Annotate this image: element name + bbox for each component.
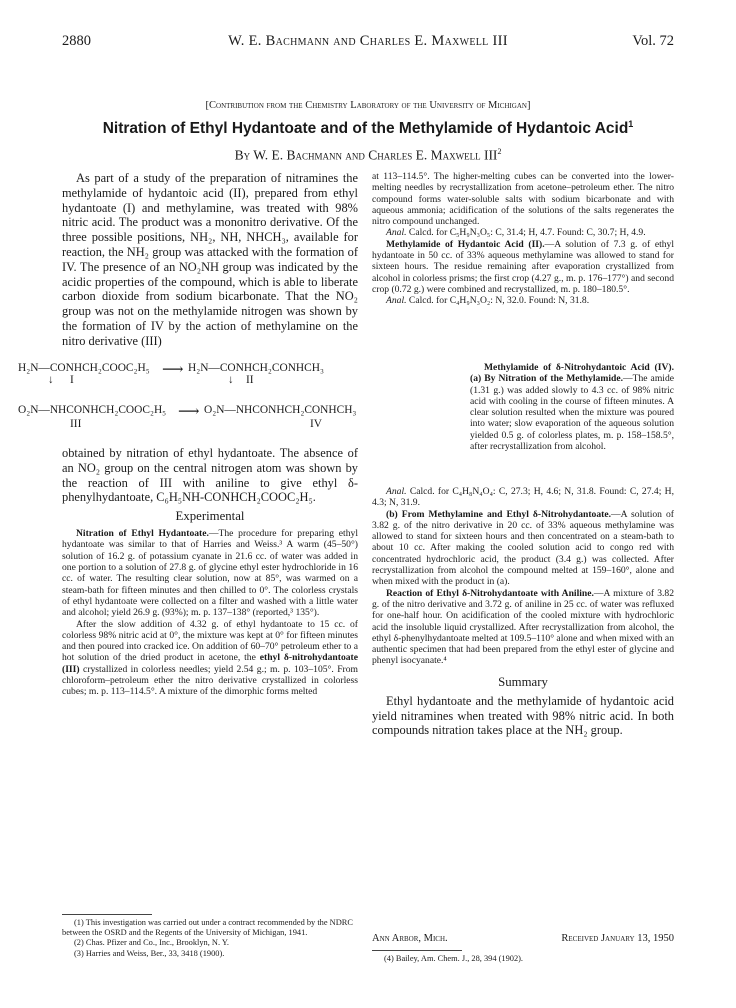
footnotes-left xyxy=(62,918,358,959)
right-column-narrow xyxy=(470,362,674,452)
methylamide-paragraph xyxy=(372,239,674,295)
nitro-b-text: —A solution of 3.82 g. of the nitro derivative in 20 cc. of 33% aqueous methylamine was allowed to stand for sixteen hours and then concentrated on a steam-bath to about 10 cc. After making the cooled solution acid to congo red with concentrated hydrochloric acid, the product (3.4 g.) was collected. After recrystallization from alcohol the compound melted at 159–160°, alone and when mixed with the product in (a). xyxy=(372,508,674,588)
nitro-b-paragraph xyxy=(372,509,674,588)
right-paragraph-1: at 113–114.5°. The higher-melting cubes can be converted into the lower-melting needles by recrystallization from acetone–petroleum ether. The nitro compound forms water-soluble salts with sodium bicarbonate and with aqueous ammonia; acidification of the solutions of the salts regenerates the nitro compound unchanged. xyxy=(372,171,674,228)
footnote-4: (4) Bailey, Am. Chem. J., 28, 394 (1902). xyxy=(384,954,524,963)
footnote-rule xyxy=(62,914,152,915)
addition-paragraph xyxy=(62,619,358,698)
article-title xyxy=(0,119,736,138)
arrow-III-to-IV: ⟶ xyxy=(178,404,200,420)
addition-text-a: After the slow addition of 4.32 g. of ethyl hydantoate to 15 cc. of colorless 98% nitric acid at 0°, the mixture was kept at 0° for fifteen minutes and then poured into cracked ice. On addition of 60–70° petroleum ether to a hot solution of the dried product in acetone, the xyxy=(62,618,358,664)
contribution-line: [Contribution from the Chemistry Laboratory of the University of Michigan] xyxy=(205,100,531,111)
label-III: III xyxy=(70,418,82,430)
addition-bold: ethyl δ-nitrohydantoate (III) xyxy=(62,652,358,675)
sign-place: Ann Arbor, Mich. xyxy=(372,933,448,944)
title-footnote-marker: 1 xyxy=(628,119,634,129)
footnotes-right xyxy=(372,954,674,964)
methylamide-heading: Methylamide of Hydantoic Acid (II). xyxy=(386,238,545,250)
arrow-I-to-II: ⟶ xyxy=(162,362,184,378)
nitro-a-heading: (a) By Nitration of the Methylamide. xyxy=(470,373,623,385)
addition-text-b: crystallized in colorless needles; yield 2.54 g.; m. p. 103–105°. From chloroform–petroleum ether the nitro derivative crystallized in colorless cubes; m. p. 113–114.5°. A mixture of the dimorphic forms melted xyxy=(62,663,358,698)
title-text: Nitration of Ethyl Hydantoate and of the Methylamide of Hydantoic Acid xyxy=(102,120,629,138)
anal-label-3: Anal. xyxy=(386,486,407,497)
compound-III-formula: O₂N—NHCONHCH₂COOC₂H₅ xyxy=(18,404,167,416)
methylamide-text: —A solution of 7.3 g. of ethyl hydantoate in 50 cc. of 33% aqueous methylamine was allowed to stand for sixteen hours. The residue remaining after evaporation crystallized from alcohol in colorless prisms; the first crop (4.27 g., m. p. 176–177°) and second crop (0.72 g.) were combined and recrystallized, m. p. 180–180.5°. xyxy=(372,238,675,295)
analysis-1 xyxy=(372,227,674,238)
footnote-rule-right xyxy=(372,950,462,951)
experimental-heading: Experimental xyxy=(175,509,245,524)
label-I: I xyxy=(70,374,74,386)
authors-text: By W. E. Bachmann and Charles E. Maxwell III xyxy=(234,147,498,163)
nitro-heading: Methylamide of δ-Nitrohydantoic Acid (IV). xyxy=(484,362,674,373)
compound-IV-formula: O₂N—NHCONHCH₂CONHCH₃ xyxy=(204,404,357,416)
running-header xyxy=(62,33,674,51)
arrow-II-down: ↓ xyxy=(228,374,234,386)
footnote-1: (1) This investigation was carried out under a contract recommended by the NDRC between the OSRD and the Regents of the University of Michigan, 1941. xyxy=(62,918,353,938)
right-column-lower xyxy=(372,486,674,738)
nitration-heading: Nitration of Ethyl Hydantoate. xyxy=(76,528,209,540)
label-IV: IV xyxy=(310,418,323,430)
analysis-2 xyxy=(372,295,674,306)
label-II: II xyxy=(246,374,254,386)
sign-received: Received January 13, 1950 xyxy=(561,933,674,944)
summary-paragraph: Ethyl hydantoate and the methylamide of hydantoic acid yield nitramines when treated with 98% nitric acid. In both compounds nitration takes place at the NH₂ group. xyxy=(372,693,674,738)
footnote-2: (2) Chas. Pfizer and Co., Inc., Brooklyn, N. Y. xyxy=(74,938,229,948)
reaction-scheme xyxy=(18,362,370,444)
anal-label-2: Anal. xyxy=(386,295,407,307)
summary-heading: Summary xyxy=(498,674,548,689)
compound-I-formula: H₂N—CONHCH₂COOC₂H₅ xyxy=(18,362,150,374)
nitro-paragraph xyxy=(470,362,674,452)
anal-1-text: Calcd. for C₅H₉N₃O₅: C, 31.4; H, 4.7. Found: C, 30.7; H, 4.9. xyxy=(406,227,646,239)
nitro-a-text: —The amide (1.31 g.) was added slowly to 4.3 cc. of 98% nitric acid with cooling in the course of fifteen minutes. A clear solution resulted when the mixture was poured into water; slow evaporation of the aqueous solution yielded 0.5 g. of colorless plates, m. p. 158–158.5°, after recrystallization from alcohol. xyxy=(470,373,674,453)
intro-continued: obtained by nitration of ethyl hydantoate. The absence of an NO₂ group on the central nitrogen atom was shown by the reaction of III with aniline to give ethyl δ-phenylhydantoate, C₆H₅NH-CONHCH₂COOC₂H₅. xyxy=(62,446,358,505)
anal-label-1: Anal. xyxy=(386,227,407,239)
authors-footnote-marker: 2 xyxy=(497,147,502,156)
running-title: W. E. Bachmann and Charles E. Maxwell III xyxy=(228,33,508,49)
arrow-I-down: ↓ xyxy=(48,374,54,386)
anal-3-text: Calcd. for C₄H₈N₄O₄: C, 27.3; H, 4.6; N, 31.8. Found: C, 27.4; H, 4.3; N, 31.9. xyxy=(372,486,674,509)
signature-line xyxy=(372,933,674,944)
footnote-3: (3) Harries and Weiss, Ber., 33, 3418 (1900). xyxy=(74,948,225,958)
nitration-text: —The procedure for preparing ethyl hydantoate was similar to that of Harries and Weiss.³ A warm (45–50°) solution of 16.2 g. of potassium cyanate in 21.6 cc. of water was added in one portion to a solution of 27.8 g. of glycine ethyl ester hydrochloride in 16 cc. of water. The resulting clear solution, now at 85°, was warmed on a steam-bath for fifteen minutes and then chilled to 0°. The colorless crystals of ethyl hydantoate were collected on a filter and washed with a little water and alcohol; yield 26.9 g. (93%); m. p. 137–138° (reported,³ 135°). xyxy=(62,528,358,619)
anal-2-text: Calcd. for C₄H₉N₃O₂: N, 32.0. Found: N, 31.8. xyxy=(406,295,590,307)
reaction-text: —A mixture of 3.82 g. of the nitro derivative and 3.72 g. of aniline in 25 cc. of water was refluxed for one-half hour. On acidification of the cooled mixture with hydrochloric acid the insoluble liquid crystallized. After recrystallization from alcohol, the ethyl δ-phenylhydantoate melted at 109.5–110° alone and when mixed with an authentic specimen that had been prepared from the ethyl ester of glycine and phenyl isocyanate.⁴ xyxy=(372,587,674,667)
nitro-b-heading: (b) From Methylamine and Ethyl δ-Nitrohydantoate. xyxy=(386,508,611,520)
left-column-intro xyxy=(62,171,358,349)
reaction-paragraph xyxy=(372,588,674,667)
right-column-upper xyxy=(372,171,674,307)
page-number: 2880 xyxy=(62,33,91,49)
nitration-paragraph xyxy=(62,528,358,618)
volume: Vol. 72 xyxy=(632,33,674,49)
compound-II-formula: H₂N—CONHCH₂CONHCH₃ xyxy=(188,362,324,374)
left-column-lower xyxy=(62,446,358,698)
authors xyxy=(0,147,736,164)
intro-paragraph: As part of a study of the preparation of nitramines the methylamide of hydantoic acid (II), prepared from ethyl hydantoate (I) and methylamine, was treated with 98% nitric acid. The product was a mononitro derivative. Of the three possible positions, NH₂, NH, NHCH₃, available for reaction, the NH₂ group was attacked with the formation of IV. The presence of an NO₂NH group was indicated by the acidic properties of the compound, which is able to liberate carbon dioxide from sodium bicarbonate. That the NO₂ group was not on the methylamide nitrogen was shown by the formation of IV by the action of methylamine on the nitro derivative (III) xyxy=(62,171,358,348)
reaction-heading: Reaction of Ethyl δ-Nitrohydantoate with Aniline. xyxy=(386,587,594,599)
analysis-3 xyxy=(372,486,674,509)
